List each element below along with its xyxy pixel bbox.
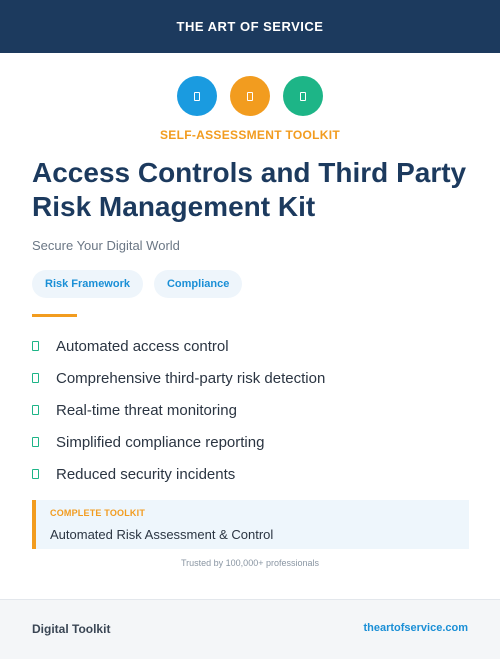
page-title: Access Controls and Third Party Risk Management Kit (32, 157, 467, 222)
document-icon (283, 76, 323, 116)
subtitle: Secure Your Digital World (32, 238, 180, 253)
website-link[interactable]: theartofservice.com (363, 622, 468, 634)
document-icon (177, 76, 217, 116)
check-icon (32, 373, 39, 383)
list-item (32, 394, 325, 426)
list-item (32, 362, 325, 394)
check-icon (32, 469, 39, 479)
feature-text: Simplified compliance reporting (56, 433, 265, 451)
feature-text: Automated access control (56, 337, 229, 355)
feature-list (32, 330, 325, 490)
list-item (32, 458, 325, 490)
footer-label: Digital Toolkit (32, 622, 111, 636)
check-icon (32, 341, 39, 351)
document-icon (230, 76, 270, 116)
feature-text: Real-time threat monitoring (56, 401, 237, 419)
brand-title: THE ART OF SERVICE (176, 19, 324, 34)
feature-text: Comprehensive third-party risk detection (56, 369, 326, 387)
list-item (32, 330, 325, 362)
tag-compliance: Compliance (154, 270, 242, 298)
tag-risk-framework: Risk Framework (32, 270, 143, 298)
toolkit-callout (32, 500, 469, 549)
list-item (32, 426, 325, 458)
check-icon (32, 405, 39, 415)
icon-row (0, 76, 500, 116)
footer-bar (0, 599, 500, 659)
feature-text: Reduced security incidents (56, 465, 236, 483)
accent-divider (32, 314, 77, 317)
callout-label: COMPLETE TOOLKIT (50, 508, 146, 518)
callout-text: Automated Risk Assessment & Control (50, 527, 274, 542)
trust-note: Trusted by 100,000+ professionals (180, 558, 319, 568)
check-icon (32, 437, 39, 447)
header-bar (0, 0, 500, 53)
eyebrow-label: SELF-ASSESSMENT TOOLKIT (159, 128, 341, 142)
tag-list (32, 270, 242, 298)
